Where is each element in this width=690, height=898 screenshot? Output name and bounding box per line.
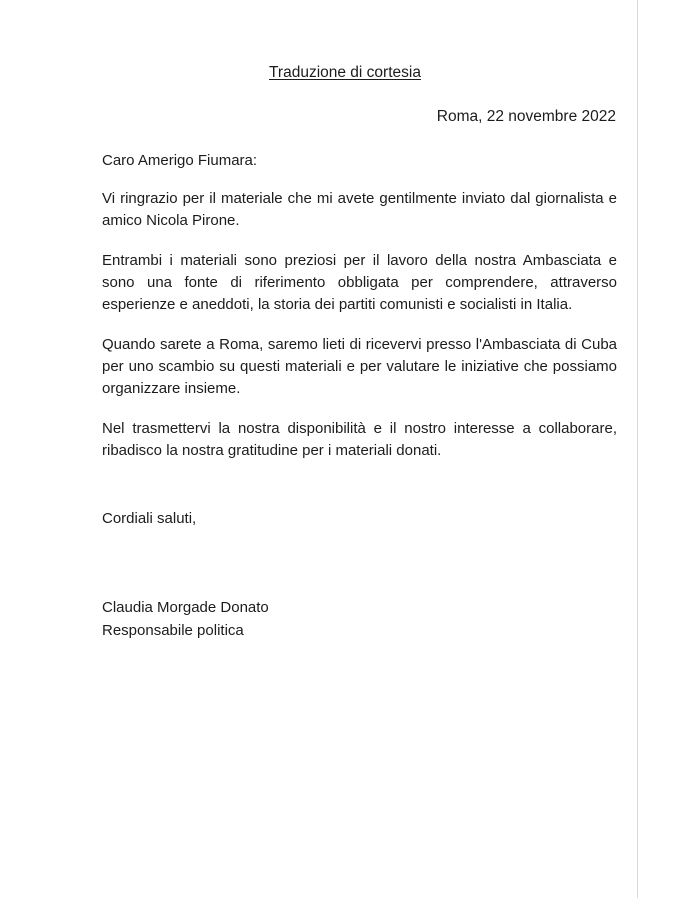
letter-date: Roma, 22 novembre 2022 <box>436 108 616 125</box>
signer-role: Responsabile politica <box>102 622 244 639</box>
paragraph-2: Entrambi i materiali sono preziosi per il lavoro della nostra Ambasciata e sono una fonte di riferimento obbligata per comprendere, attraverso esperienze e aneddoti, la storia dei partiti comunisti e socialisti in Italia. <box>102 252 617 313</box>
letter-title: Traduzione di cortesia <box>269 64 421 81</box>
closing: Cordiali saluti, <box>102 510 197 527</box>
salutation: Caro Amerigo Fiumara: <box>102 152 258 169</box>
letter-body <box>102 150 617 480</box>
page-edge-line <box>637 0 638 898</box>
paragraph-4: Nel trasmettervi la nostra disponibilità e il nostro interesse a collaborare, ribadisco la nostra gratitudine per i materiali donati. <box>102 420 617 459</box>
signature-block <box>102 596 269 642</box>
signer-name: Claudia Morgade Donato <box>102 599 269 616</box>
paragraph-3: Quando sarete a Roma, saremo lieti di ricevervi presso l'Ambasciata di Cuba per uno scambio su questi materiali e per valutare le iniziative che possiamo organizzare insieme. <box>102 336 617 397</box>
paragraph-1: Vi ringrazio per il materiale che mi avete gentilmente inviato dal giornalista e amico Nicola Pirone. <box>102 190 617 229</box>
